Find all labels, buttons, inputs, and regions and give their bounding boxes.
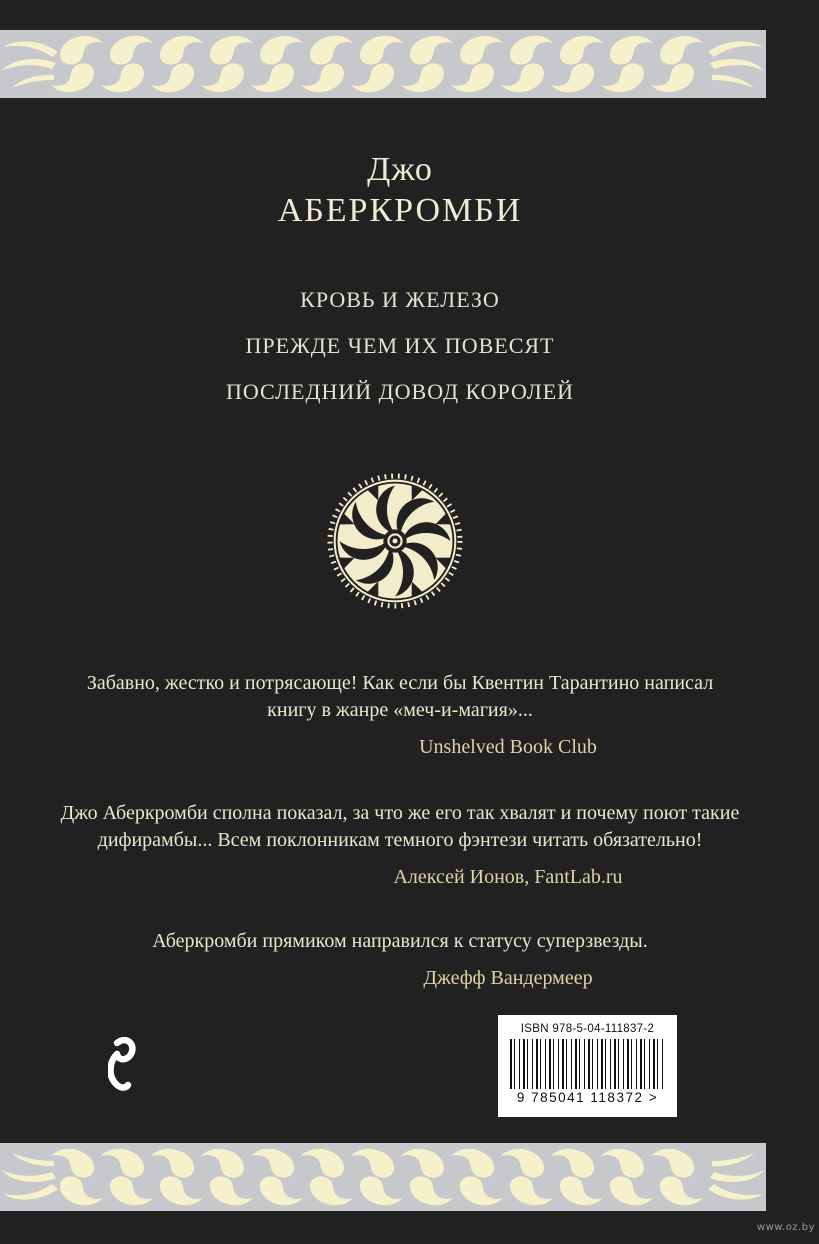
quote-text: Джо Аберкромби сполна показал, за что же его так хвалят и почему поют такие дифирамбы... Всем поклонникам темного фэнтези читать обязательно! [60,802,740,851]
quote-attribution: Алексей Ионов, FantLab.ru [393,866,623,888]
tribal-border-top-icon [0,30,766,98]
quote-text: Забавно, жестко и потрясающе! Как если бы Квентин Тарантино написал книгу в жанре «меч-и-магия»... [86,672,714,721]
tribal-border-bottom-icon [0,1143,766,1211]
barcode-number: 9 785041 118372 [516,1090,644,1105]
book-title-item: КРОВЬ И ЖЕЛЕЗО [300,287,500,312]
barcode-suffix: > [648,1090,659,1105]
spiral-sun-ornament-icon [322,468,468,614]
barcode-digits [498,1090,677,1106]
barcode [498,1015,677,1117]
quote-block [0,800,800,889]
isbn-label: ISBN 978-5-04-111837-2 [520,1023,655,1035]
book-title-item: ПРЕЖДЕ ЧЕМ ИХ ПОВЕСЯТ [245,333,555,358]
author-first-name: Джо [367,151,433,188]
book-title-item: ПОСЛЕДНИЙ ДОВОД КОРОЛЕЙ [225,379,575,404]
quote-attribution: Джефф Вандермеер [423,967,593,989]
watermark: www.oz.by [756,1222,815,1233]
author-name [0,150,800,232]
eksmo-publisher-logo-icon [108,1037,138,1097]
author-last-name: АБЕРКРОМБИ [277,192,523,229]
book-title-list [0,287,800,425]
quote-block [0,928,800,990]
quote-text: Аберкромби прямиком направился к статусу суперзвезды. [152,930,648,952]
barcode-lines [510,1039,665,1089]
quote-block [0,670,800,759]
quote-attribution: Unshelved Book Club [419,736,597,758]
